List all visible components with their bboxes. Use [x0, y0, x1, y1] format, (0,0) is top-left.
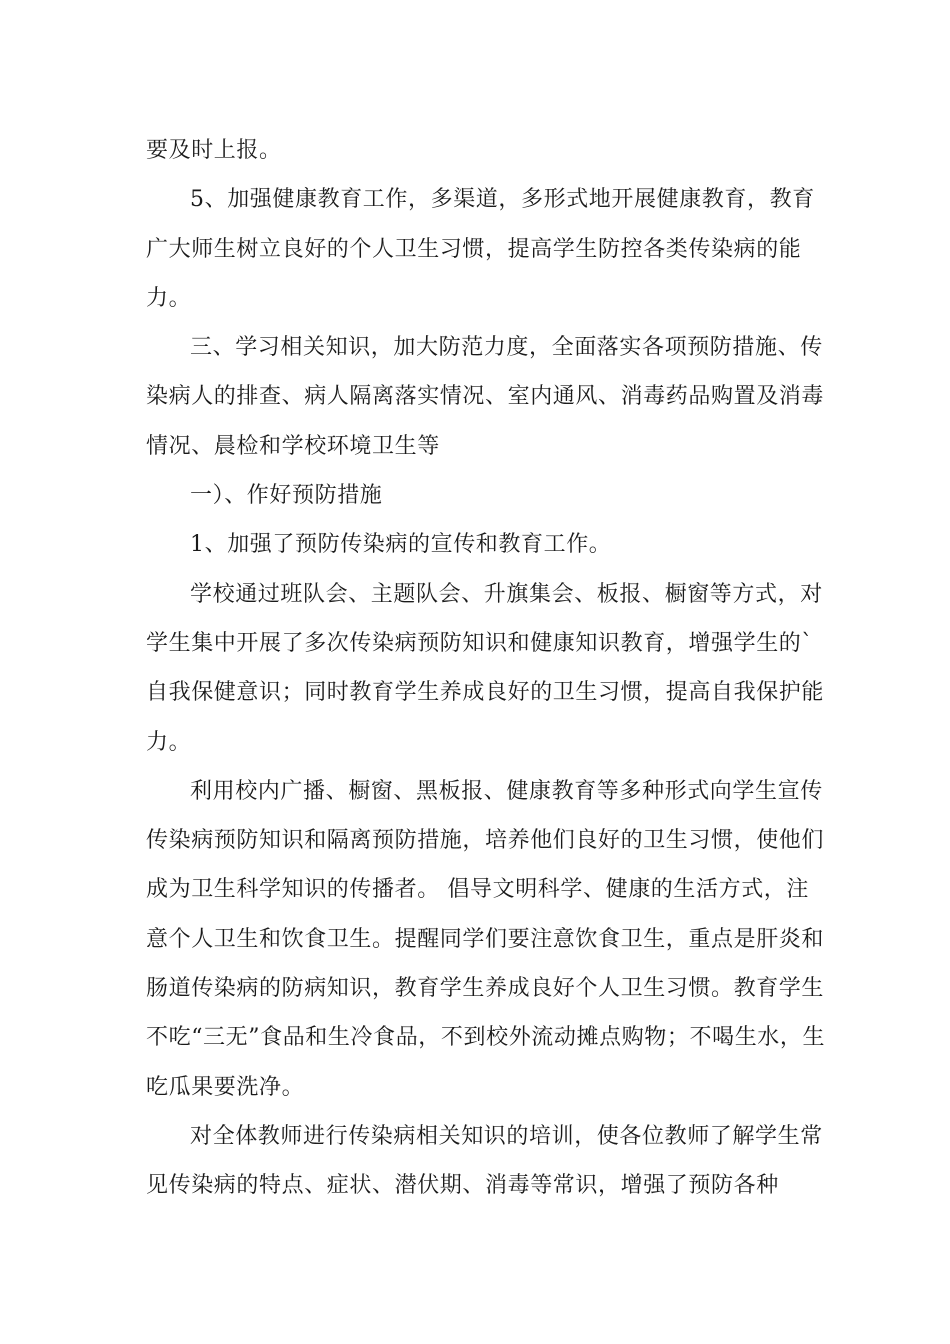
paragraph-4: 一）、作好预防措施 — [190, 483, 383, 509]
paragraph-3: 三、学习相关知识，加大防范力度，全面落实各项预防措施、传染病人的排查、病人隔离落实情况、室内通风、消毒药品购置及消毒情况、晨检和学校环境卫生等 — [146, 335, 825, 459]
paragraph-7: 利用校内广播、橱窗、黑板报、健康教育等多种形式向学生宣传传染病预防知识和隔离预防措施，培养他们良好的卫生习惯，使他们成为卫生科学知识的传播者。 倡导文明科学、健康的生活方式，注意个人卫生和饮食卫生。提醒同学们要注意饮食卫生，重点是肝炎和肠道传染病的防病知识，教育学生养成良好个人卫生习惯。教育学生不吃“三无”食品和生冷食品，不到校外流动摊点购物；不喝生水，生吃瓜果要洗净。 — [146, 778, 826, 1100]
paragraph-8: 对全体教师进行传染病相关知识的培训，使各位教师了解学生常见传染病的特点、症状、潜伏期、消毒等常识，增强了预防各种 — [146, 1123, 823, 1199]
paragraph-5: 1、加强了预防传染病的宣传和教育工作。 — [190, 532, 612, 558]
document-body — [146, 126, 826, 1211]
paragraph-6: 学校通过班队会、主题队会、升旗集会、板报、橱窗等方式，对学生集中开展了多次传染病预防知识和健康知识教育，增强学生的`自我保健意识；同时教育学生养成良好的卫生习惯，提高自我保护能力。 — [146, 581, 825, 755]
paragraph-2: 5、加强健康教育工作，多渠道，多形式地开展健康教育，教育广大师生树立良好的个人卫生习惯，提高学生防控各类传染病的能力。 — [146, 187, 815, 311]
paragraph-1: 要及时上报。 — [146, 138, 282, 163]
